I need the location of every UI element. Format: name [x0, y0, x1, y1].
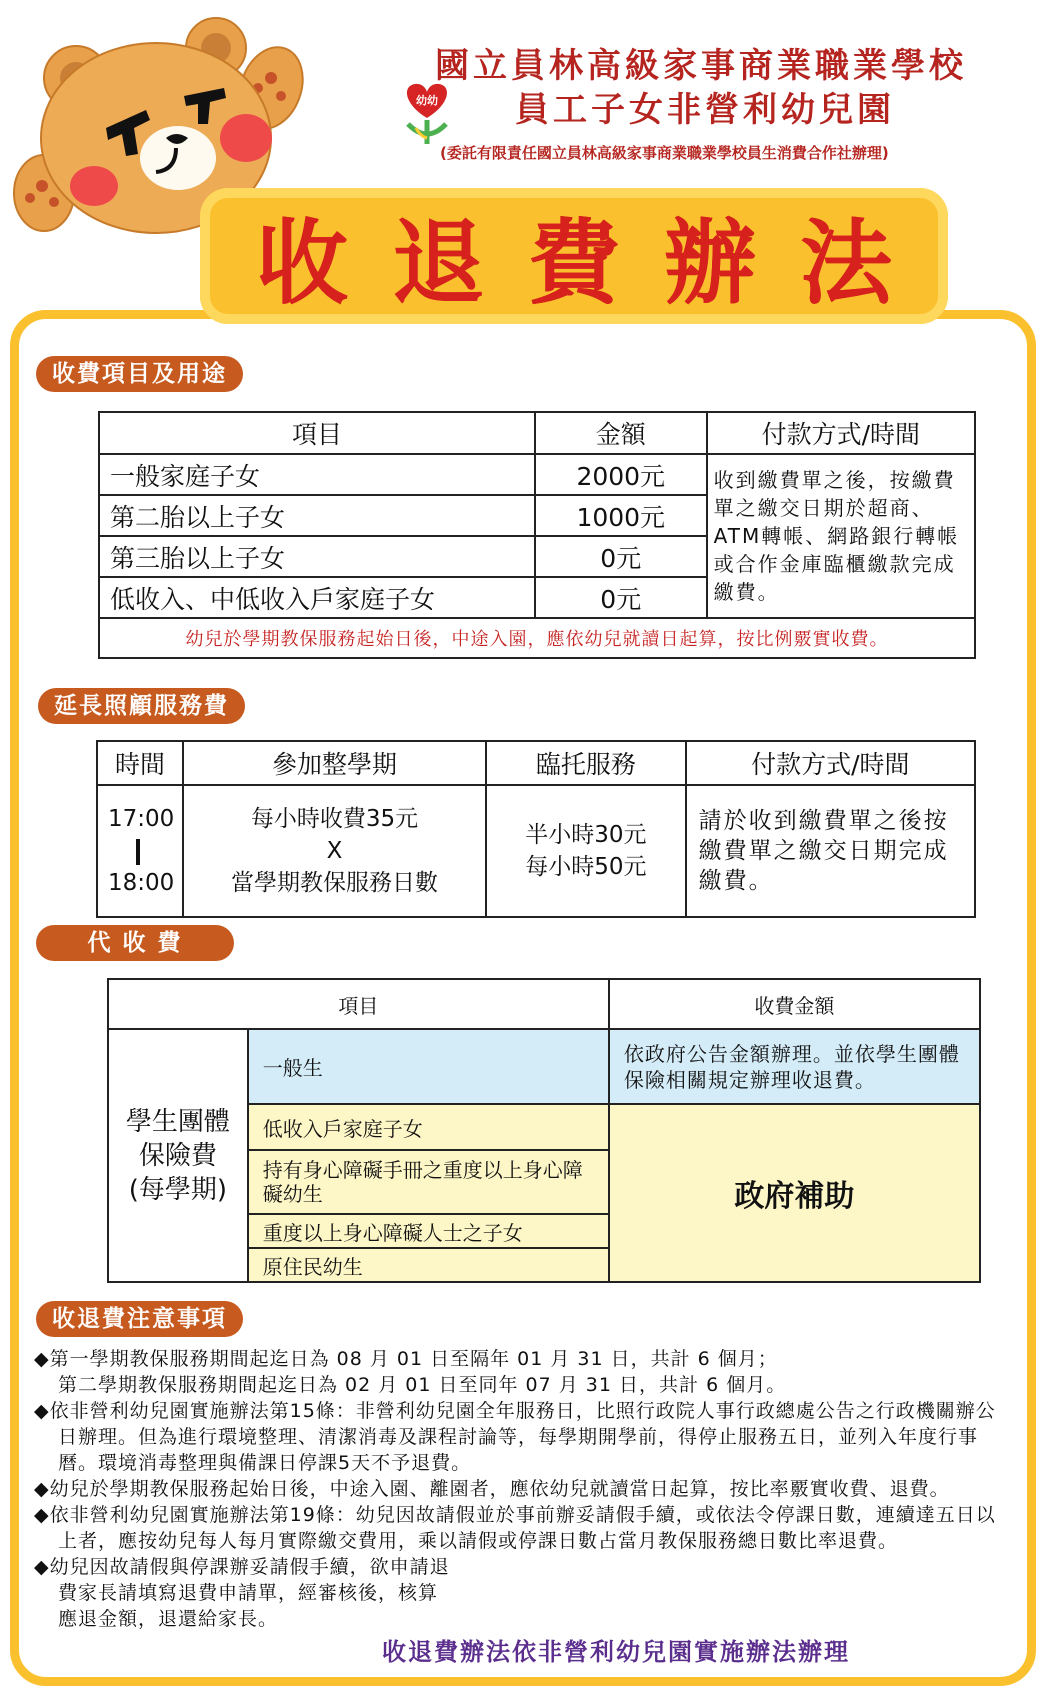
header-item: 項目: [108, 979, 609, 1029]
table-row: [97, 785, 975, 917]
table-header-row: [108, 979, 980, 1029]
time-start: 17:00: [108, 806, 175, 832]
general-student-fee: 依政府公告金額辦理。並依學生團體保險相關規定辦理收退費。: [609, 1029, 980, 1104]
temporary-fee: [486, 785, 685, 917]
table-row: [99, 454, 975, 495]
government-subsidy: 政府補助: [609, 1104, 980, 1282]
full-term-days: 當學期教保服務日數: [231, 870, 439, 896]
group-label-line3: (每學期): [128, 1174, 227, 1205]
time-range: [97, 785, 183, 917]
header-amount: 金額: [535, 412, 707, 454]
extended-care-table: [96, 740, 976, 918]
table-header-row: [97, 741, 975, 785]
section-label-extended-care: 延長照顧服務費: [38, 688, 245, 724]
subsidy-item: 持有身心障礙手冊之重度以上身心障礙幼生: [248, 1150, 609, 1214]
notes-list: [34, 1346, 1014, 1632]
fee-payment-method: 收到繳費單之後，按繳費單之繳交日期於超商、ATM轉帳、網路銀行轉帳或合作金庫臨櫃繳款完成繳費。: [707, 454, 975, 618]
section-label-notes: 收退費注意事項: [36, 1301, 243, 1337]
header-temporary: 臨托服務: [486, 741, 685, 785]
header-fee: 收費金額: [609, 979, 980, 1029]
temporary-hour: 每小時50元: [525, 854, 647, 880]
list-item: ◆依非營利幼兒園實施辦法第15條：非營利幼兒園全年服務日，比照行政院人事行政總處公告之行政機關辦公日辦理。但為進行環境整理、清潔消毒及課程討論等，每學期開學前，得停止服務五日，並列入年度行事曆。環境消毒整理與備課日停課5天不予退費。: [34, 1400, 996, 1474]
time-range-divider: [136, 839, 140, 865]
school-name-line1: 國立員林高級家事商業職業學校: [435, 46, 967, 86]
proration-note: 幼兒於學期教保服務起始日後，中途入園，應依幼兒就讀日起算，按比例覈實收費。: [99, 618, 975, 658]
header-item: 項目: [99, 412, 535, 454]
table-header-row: [99, 412, 975, 454]
fee-amount: 1000元: [535, 495, 707, 536]
fee-item: 第二胎以上子女: [99, 495, 535, 536]
table-row-note: [99, 618, 975, 658]
section-label-fees: 收費項目及用途: [36, 356, 243, 392]
fee-item: 一般家庭子女: [99, 454, 535, 495]
logo-text: 幼幼: [416, 94, 438, 107]
footer-note: 收退費辦法依非營利幼兒園實施辦法辦理: [382, 1638, 850, 1666]
subsidy-item: 重度以上身心障礙人士之子女: [248, 1214, 609, 1248]
commission-note: (委託有限責任國立員林高級家事商業職業學校員生消費合作社辦理): [440, 144, 889, 162]
general-student-item: 一般生: [248, 1029, 609, 1104]
header-time: 時間: [97, 741, 183, 785]
group-label-line1: 學生團體: [125, 1106, 230, 1137]
extended-payment: 請於收到繳費單之後按繳費單之繳交日期完成繳費。: [686, 785, 975, 917]
fee-amount: 0元: [535, 536, 707, 577]
fee-item: 低收入、中低收入戶家庭子女: [99, 577, 535, 618]
full-term-fee: [183, 785, 486, 917]
full-term-multiply: X: [326, 838, 343, 864]
header-payment: 付款方式/時間: [707, 412, 975, 454]
header-payment: 付款方式/時間: [686, 741, 975, 785]
page-title: 收退費辦法: [255, 210, 936, 317]
fee-amount: 2000元: [535, 454, 707, 495]
list-item: ◆幼兒於學期教保服務起始日後，中途入園、離園者，應依幼兒就讀當日起算，按比率覈實收費、退費。: [34, 1478, 950, 1500]
insurance-group-label: [108, 1029, 248, 1282]
list-item: ◆第一學期教保服務期間起迄日為 08 月 01 日至隔年 01 月 31 日，共計 6 個月；: [34, 1348, 778, 1370]
subsidy-item: 原住民幼生: [248, 1248, 609, 1282]
kindergarten-heart-logo: [398, 78, 456, 146]
list-item: 第二學期教保服務期間起迄日為 02 月 01 日至同年 07 月 31 日，共計 6 個月。: [58, 1374, 787, 1396]
fees-table: [98, 411, 976, 659]
fee-item: 第三胎以上子女: [99, 536, 535, 577]
full-term-rate: 每小時收費35元: [250, 806, 419, 832]
list-item: ◆幼兒因故請假與停課辦妥請假手續，欲申請退費家長請填寫退費申請單，經審核後，核算應退金額，退還給家長。: [34, 1556, 450, 1630]
fee-amount: 0元: [535, 577, 707, 618]
list-item: ◆依非營利幼兒園實施辦法第19條：幼兒因故請假並於事前辦妥請假手續，或依法令停課日數，連續達五日以上者，應按幼兒每人每月實際繳交費用，乘以請假或停課日數占當月教保服務總日數比率退費。: [34, 1504, 996, 1552]
header-full-term: 參加整學期: [183, 741, 486, 785]
collection-fee-table: [107, 978, 981, 1283]
subsidy-item: 低收入戶家庭子女: [248, 1104, 609, 1150]
table-row: [108, 1029, 980, 1104]
title-banner: [200, 188, 948, 324]
group-label-line2: 保險費: [138, 1140, 217, 1171]
school-name-line2: 員工子女非營利幼兒園: [515, 90, 895, 130]
time-end: 18:00: [108, 870, 175, 896]
temporary-half-hour: 半小時30元: [525, 822, 647, 848]
section-label-collection: 代 收 費: [36, 925, 234, 961]
